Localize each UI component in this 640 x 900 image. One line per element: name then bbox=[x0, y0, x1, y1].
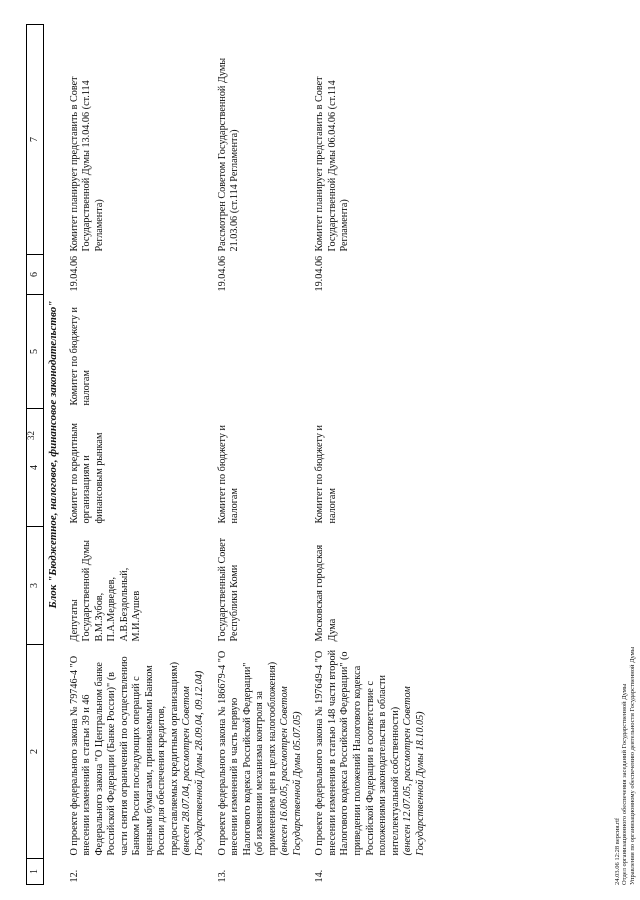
responsible-committee: Комитет по кредитным организациям и финансовым рынкам bbox=[68, 423, 105, 524]
responsible-committee: Комитет по бюджету и налогам bbox=[216, 425, 241, 524]
bill-title: О проекте федерального закона № 197649-4 "О внесении изменения в статью 148 части второй Налогового кодекса Российской Федерации" (о приведении положений Налогового кодекса Российской Федерации в соответствие с положениями законодательства в области интеллектуальной собственности) bbox=[314, 649, 401, 856]
page-number: 32 bbox=[26, 431, 36, 440]
bill-title: О проекте федерального закона № 79746-4 "О внесении изменений в статьи 39 и 46 Федерального закона "О Центральном банке Российской Федерации (Банке России)" (в части снятия ограничений по осуществлению Банком России последующих операций с ценными бумагами, принимаемыми Банком России для обеспечения кредитов, предоставляемых кредитным организациям) bbox=[68, 655, 180, 856]
bill-author: Московская городская Дума bbox=[314, 544, 338, 642]
bill-author: Государственный Совет Республики Коми bbox=[216, 537, 241, 642]
document-footer bbox=[614, 285, 636, 885]
column-header: 4 bbox=[27, 409, 44, 527]
row-number: 14. bbox=[314, 869, 326, 883]
bill-author: Депутаты Государственной Думы В.М.Зубов, П.А.Медведев, А.В.Бездольный, М.И.Аушев bbox=[68, 540, 143, 642]
bill-status: Комитет планирует представить в Совет Государственной Думы 06.04.06 (ст.114 Регламента) bbox=[314, 76, 351, 252]
bill-status: Рассмотрен Советом Государственной Думы 21.03.06 (ст.114 Регламента) bbox=[216, 57, 241, 252]
table-row bbox=[213, 25, 311, 885]
footer-file-line: 24.03.06 12:28 версия.rtf bbox=[614, 817, 621, 885]
footer-department-line: Отдел организационного обеспечения заседаний Государственной Думы bbox=[621, 683, 629, 885]
bills-table bbox=[26, 24, 433, 885]
co-executor bbox=[213, 295, 311, 409]
table-row bbox=[310, 25, 433, 885]
deadline-date: 19.04.06 bbox=[314, 255, 326, 292]
column-header: 3 bbox=[27, 527, 44, 645]
co-executor: Комитет по бюджету и налогам bbox=[68, 307, 93, 406]
deadline-date: 19.04.06 bbox=[68, 255, 80, 292]
column-header: 5 bbox=[27, 295, 44, 409]
column-header: 2 bbox=[27, 645, 44, 859]
deadline-date: 19.04.06 bbox=[216, 255, 228, 292]
row-number: 13. bbox=[216, 869, 228, 883]
bill-note: (внесен 12.07.05, рассмотрен Советом Государственной Думы 18.10.05) bbox=[402, 686, 426, 856]
responsible-committee: Комитет по бюджету и налогам bbox=[314, 425, 338, 524]
column-header: 6 bbox=[27, 255, 44, 295]
row-number: 12. bbox=[68, 869, 80, 883]
bill-status: Комитет планирует представить в Совет Государственной Думы 13.04.06 (ст.114 Регламента) bbox=[68, 76, 105, 252]
bill-title: О проекте федерального закона № 186679-4 "О внесении изменений в часть первую Налогового кодекса Российской Федерации" (об изменении механизма контроля за применением цен в целях налогообложения) bbox=[216, 650, 278, 856]
column-header: 7 bbox=[27, 25, 44, 255]
column-number-row bbox=[27, 25, 44, 885]
block-title-row bbox=[44, 25, 65, 885]
footer-directorate-line: Управления по организационному обеспечению деятельности Государственной Думы bbox=[628, 646, 636, 885]
block-title: Блок "Бюджетное, налоговое, финансовое законодательство" bbox=[47, 300, 59, 609]
table-row bbox=[65, 25, 213, 885]
bill-description bbox=[310, 645, 433, 859]
column-header: 1 bbox=[27, 859, 44, 885]
bill-note: (внесен 16.06.05, рассмотрен Советом Государственной Думы 05.07.05) bbox=[279, 686, 303, 856]
co-executor bbox=[310, 295, 433, 409]
bill-note: (внесен 28.07.04, рассмотрен Советом Государственной Думы 28.09.04, 09.12.04) bbox=[181, 670, 205, 856]
bill-description bbox=[213, 645, 311, 859]
rotated-page bbox=[26, 25, 636, 885]
bill-description bbox=[65, 645, 213, 859]
